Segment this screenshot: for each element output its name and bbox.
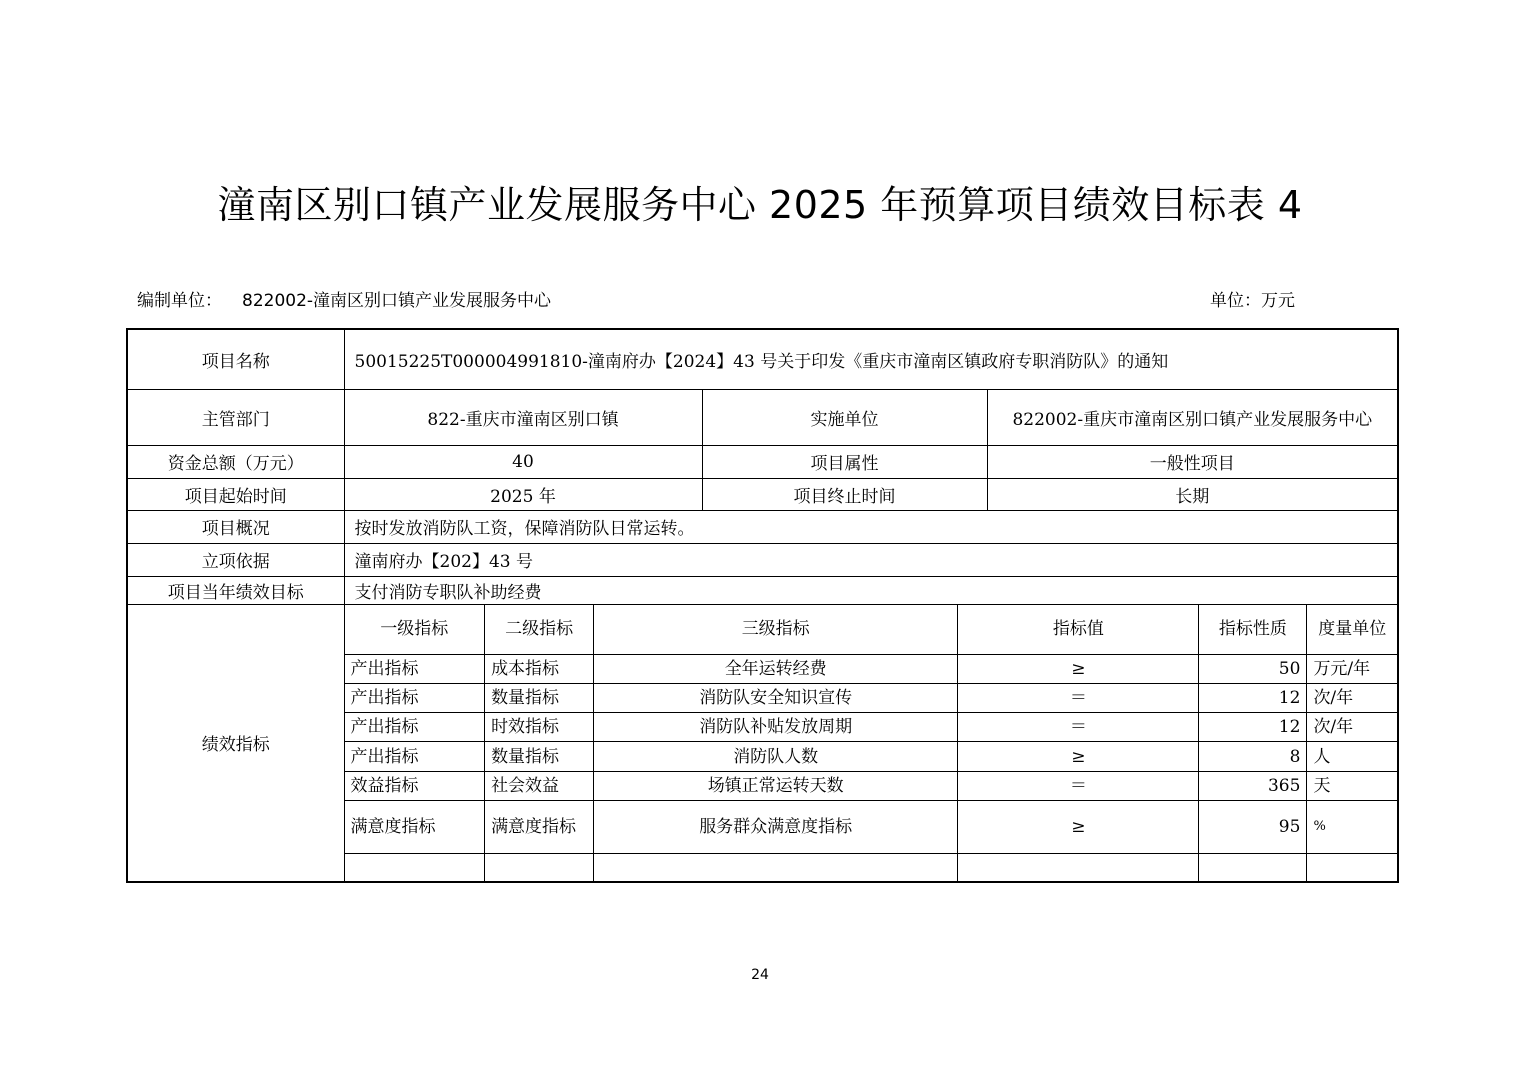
- indicator-operator: ＝: [958, 684, 1199, 713]
- table-row: [345, 713, 1398, 742]
- indicator-l3: 消防队人数: [594, 742, 958, 771]
- indicator-l3: 消防队补贴发放周期: [594, 713, 958, 742]
- indicator-l2: 社会效益: [485, 771, 594, 800]
- end-value: 长期: [987, 478, 1398, 510]
- indicator-l3: 全年运转经费: [594, 655, 958, 684]
- indicator-unit: 次/年: [1307, 713, 1397, 742]
- indicator-l2: 满意度指标: [485, 800, 594, 853]
- page-number: 24: [751, 967, 769, 983]
- indicator-l2: 成本指标: [485, 655, 594, 684]
- indicator-l3: 服务群众满意度指标: [594, 800, 958, 853]
- indicator-l3: 场镇正常运转天数: [594, 771, 958, 800]
- attr-value: 一般性项目: [987, 445, 1398, 478]
- empty-row: [345, 853, 1398, 880]
- table-row: [345, 684, 1398, 713]
- dept-label: 主管部门: [127, 389, 344, 445]
- start-label: 项目起始时间: [127, 478, 344, 510]
- goal-value: 支付消防专职队补助经费: [344, 576, 1398, 604]
- compiling-unit-label: 编制单位：: [137, 291, 222, 311]
- indicator-l2: 数量指标: [485, 684, 594, 713]
- indicator-header: 指标性质: [1199, 605, 1307, 655]
- attr-label: 项目属性: [702, 445, 987, 478]
- currency-unit: 单位：万元: [1210, 291, 1295, 311]
- compiling-unit: [137, 286, 551, 311]
- indicator-operator: ≥: [958, 655, 1199, 684]
- indicator-value: 365: [1199, 771, 1307, 800]
- indicator-l2: 数量指标: [485, 742, 594, 771]
- indicator-value: 12: [1199, 713, 1307, 742]
- basis-value: 潼南府办【202】43 号: [344, 543, 1398, 576]
- table-row: [345, 655, 1398, 684]
- indicator-header: 一级指标: [345, 605, 485, 655]
- indicator-l1: 产出指标: [345, 684, 485, 713]
- basis-label: 立项依据: [127, 543, 344, 576]
- indicator-header: 度量单位: [1307, 605, 1397, 655]
- indicator-l1: 效益指标: [345, 771, 485, 800]
- end-label: 项目终止时间: [702, 478, 987, 510]
- indicator-header: 二级指标: [485, 605, 594, 655]
- page-title: 潼南区别口镇产业发展服务中心 2025 年预算项目绩效目标表 4: [217, 183, 1303, 227]
- indicator-value: 12: [1199, 684, 1307, 713]
- dept-value: 822-重庆市潼南区别口镇: [344, 389, 702, 445]
- indicator-unit: 次/年: [1307, 684, 1397, 713]
- indicator-l1: 产出指标: [345, 713, 485, 742]
- indicator-unit: 人: [1307, 742, 1397, 771]
- overview-value: 按时发放消防队工资，保障消防队日常运转。: [344, 510, 1398, 543]
- performance-target-table: [126, 328, 1399, 883]
- project-name-label: 项目名称: [127, 329, 344, 389]
- indicator-table: [345, 605, 1398, 881]
- overview-label: 项目概况: [127, 510, 344, 543]
- indicator-unit: 天: [1307, 771, 1397, 800]
- indicator-l2: 时效指标: [485, 713, 594, 742]
- start-value: 2025 年: [344, 478, 702, 510]
- indicator-header: 三级指标: [594, 605, 958, 655]
- indicator-unit: %: [1307, 800, 1397, 853]
- table-row: [345, 771, 1398, 800]
- project-name-value: 50015225T000004991810-潼南府办【2024】43 号关于印发《重庆市潼南区镇政府专职消防队》的通知: [344, 329, 1398, 389]
- indicator-unit: 万元/年: [1307, 655, 1397, 684]
- indicator-l3: 消防队安全知识宣传: [594, 684, 958, 713]
- indicator-value: 8: [1199, 742, 1307, 771]
- funds-value: 40: [344, 445, 702, 478]
- indicator-l1: 产出指标: [345, 655, 485, 684]
- indicator-l1: 满意度指标: [345, 800, 485, 853]
- impl-value: 822002-重庆市潼南区别口镇产业发展服务中心: [987, 389, 1398, 445]
- indicator-value: 50: [1199, 655, 1307, 684]
- goal-label: 项目当年绩效目标: [127, 576, 344, 604]
- indicator-operator: ＝: [958, 771, 1199, 800]
- indicator-value: 95: [1199, 800, 1307, 853]
- funds-label: 资金总额（万元）: [127, 445, 344, 478]
- table-row: [345, 742, 1398, 771]
- impl-label: 实施单位: [702, 389, 987, 445]
- indicator-header: 指标值: [958, 605, 1199, 655]
- perf-label: 绩效指标: [127, 604, 344, 882]
- table-row: [345, 800, 1398, 853]
- indicator-operator: ＝: [958, 713, 1199, 742]
- indicator-operator: ≥: [958, 800, 1199, 853]
- indicator-l1: 产出指标: [345, 742, 485, 771]
- compiling-unit-value: 822002-潼南区别口镇产业发展服务中心: [242, 291, 552, 311]
- indicator-operator: ≥: [958, 742, 1199, 771]
